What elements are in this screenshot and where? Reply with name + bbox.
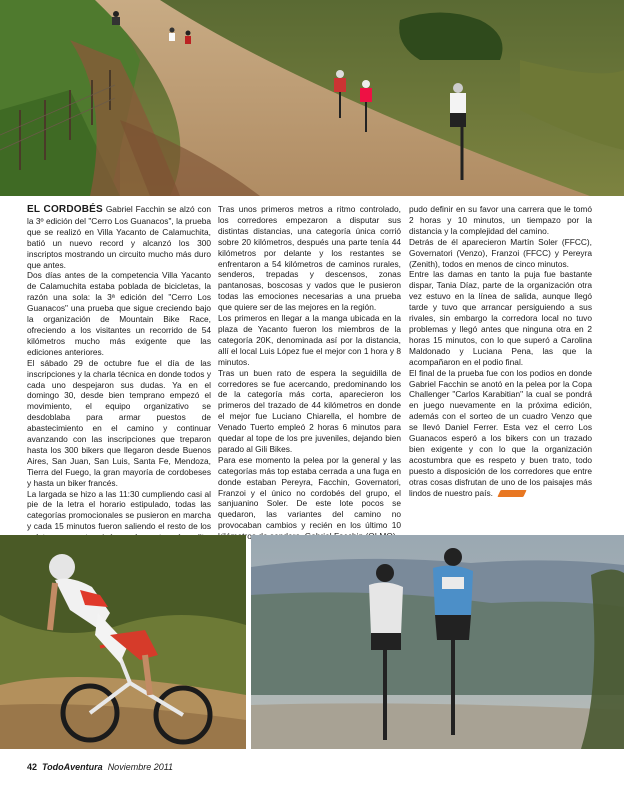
end-of-article-mark bbox=[497, 490, 526, 497]
photo-rider-on-trail bbox=[0, 535, 246, 749]
paragraph: El sábado 29 de octubre fue el día de las inscripciones y la charla técnica en donde todos y cada uno despejaron sus dudas. Ya en el domingo 30, desde bien temprano empezó el movimiento, el equipo organizativo se desdoblaba para armar puestos de abastecimiento en el camino y continuar avanzando con las inscripciones que treparon hasta los 300 bikers que llegaron desde Buenos Aires, San Juan, San Luis, Santa Fe, Mendoza, Tierra del Fuego, la gran mayoría de cordobeses y hasta un biker francés. bbox=[27, 357, 211, 488]
paragraph: Dos días antes de la competencia Villa Yacanto de Calamuchita estaba poblada de bicicletas, la razón una sola: la 3ª edición del "Cerro Los Guanacos" una prueba que sigue creciendo bajo la organización de Mountain Bike Race, ofreciendo a los visitantes un recorrido de 54 kilómetros mucho más exigente que las ediciones anteriores. bbox=[27, 270, 211, 357]
paragraph: Detrás de él aparecieron Martín Soler (FFCC), Governatori (Venzo), Franzoi (FFCC) y Pereyra (Zenith), todos en menos de cinco minutos. bbox=[409, 236, 592, 269]
paragraph: Entre las damas en tanto la puja fue bastante dispar, Tania Díaz, parte de la organización otra vez estuvo en la línea de salida, aunque llegó tarde y tuvo que arrancar persiguiendo a sus rivales, sin embargo la corredora local no tuvo problemas y llegó antes que ninguna otra en 2 horas 15 minutos, con lo que superó a Carolina Maldonado y Luciana Pena, las que la acompañaron en el podio final. bbox=[409, 269, 592, 367]
paragraph: Para ese momento la pelea por la general y las categorías más top estaba cerrada a una fuga en donde estaban Pereyra, Facchin, Governatori, Franzoi y el único no cordobés del grupo, el sanjuanino Soler. De este lote pocos se quedaron, las variantes del camino no provocaban cambios y recién en los último 10 bbox=[218, 454, 401, 531]
article-column-3 bbox=[409, 204, 592, 534]
paragraph: Los primeros en llegar a la manga ubicada en la plaza de Yacanto fueron los miembros de la categoría 20K, denominada así por la distancia, allí el local Luis López fue el mejor con 1 hora y 8 minutos. bbox=[218, 313, 401, 367]
article-column-1 bbox=[27, 204, 211, 534]
paragraph bbox=[27, 204, 211, 270]
paragraph bbox=[409, 368, 592, 499]
hero-photo-riders-on-gravel-road bbox=[0, 0, 624, 196]
paragraph: La largada se hizo a las 11:30 cumpliendo casi al pie de la letra el horario estipulado, todas las categorías promocionales se pusieron en marcha y cada 15 minutos fueron saliendo el resto de los bbox=[27, 488, 211, 532]
paragraph-text: El final de la prueba fue con los podios en donde Gabriel Facchin se anotó en la pelea por la Copa Challenger "Carlos Karabitian" la cual se pondrá en juego nuevamente en la próxima edición, además con el sorteo de un cuadro Venzo que se llevó Daniel Ferrer. Esta vez el cerro Los Guanacos esperó a los bikers con un trazado bien exigente y con lo que la organización acostumbra que es respeto y buen trato, todo puesto a disposición de los corredores que entre otras cosas disfrutan de uno de los paisajes más lindos de nuestro país. bbox=[409, 367, 592, 498]
paragraph-text: Gabriel Facchin se alzó con la 3º edición del "Cerro Los Guanacos", la prueba que se realizó en Villa Yacanto de Calamuchita, batió un nuevo record y alcanzó los 300 inscriptos mostrando un circuito mucho más duro que antes. bbox=[27, 204, 211, 270]
magazine-name: TodoAventura bbox=[42, 762, 103, 772]
article-lead-heading: EL CORDOBÉS bbox=[27, 204, 103, 215]
page-number: 42 bbox=[27, 762, 38, 772]
paragraph: Tras un buen rato de espera la seguidilla de corredores se fue acercando, predominando los de la categoría más corta, aparecieron los primeros del trazado de 44 kilómetros en donde el mejor fue Luciano Chiarella, el hombre de Venado Tuerto empleó 2 horas 6 minutos para quedar al tope de los pre juveniles, dejando bien parado al Gili Bikes. bbox=[218, 367, 401, 454]
article-column-2 bbox=[218, 204, 401, 534]
issue-date: Noviembre 2011 bbox=[107, 762, 174, 772]
page-footer bbox=[27, 762, 173, 772]
paragraph: pudo definir en su favor una carrera que le tomó 2 horas y 10 minutos, un tiempazo por la distancia y la complejidad del camino. bbox=[409, 204, 592, 236]
paragraph: Tras unos primeros metros a ritmo controlado, los corredores empezaron a disputar sus distintas distancias, una categoría única corrió sobre 20 kilómetros, después una parte tenía 44 kilómetros por delante y los restantes se enfrentaron a 54 kilómetros de caminos rurales, senderos, trepadas y descensos, zonas pantanosas, boscosas y vados que le pusieron todas las emociones necesarias a una prueba que quiere ser de las mejores en la región. bbox=[218, 204, 401, 313]
photo-two-riders-on-ridge bbox=[251, 535, 624, 749]
